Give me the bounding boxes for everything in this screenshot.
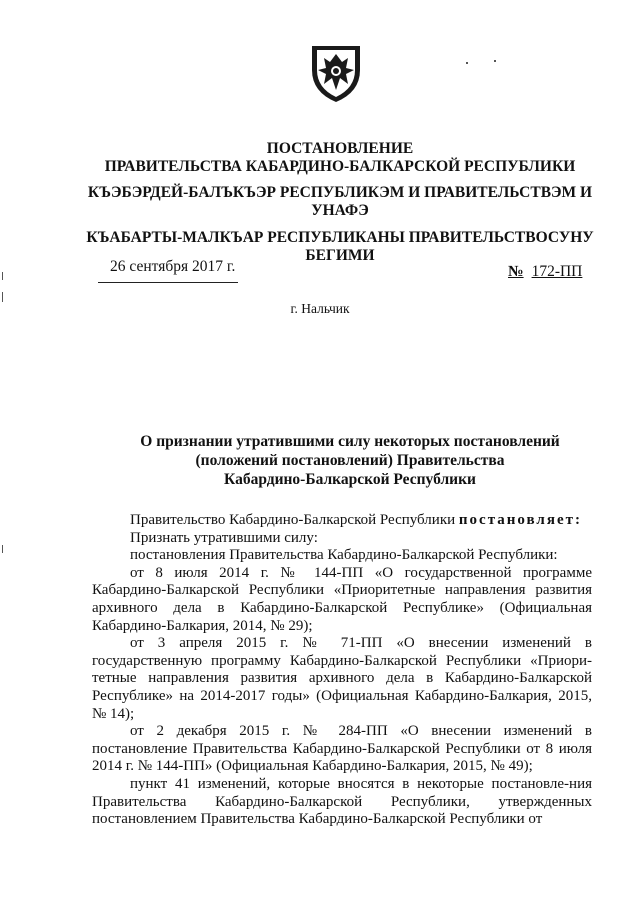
issuer-title-kabardian-line2: УНАФЭ [311,202,369,219]
coat-of-arms-icon [308,40,364,104]
issuer-title-kabardian-line1: КЪЭБЭРДЕЙ-БАЛЪКЪЭР РЕСПУБЛИКЭМ И ПРАВИТЕЛЬСТВЭМ И [87,184,593,201]
issuer-title-balkar-line2: БЕГИМИ [305,247,375,264]
decree-subject [80,432,620,489]
decree-date: 26 сентября 2017 г. [110,258,236,275]
decree-number-block [508,263,582,281]
body-paragraph: от 3 апреля 2015 г. № 71-ПП «О внесении изменений в государственную программу Кабардино-Балкарской Республики «Приори-тетные направления развития архивного дела в Кабардино-Балкарской Республике» на 2014-2017 годы» (Официальная Кабардино-Балкария, 2015, № 14); [92,635,592,722]
date-underline [98,282,238,283]
issuer-title-balkar-line1: КЪАБАРТЫ-МАЛКЪАР РЕСПУБЛИКАНЫ ПРАВИТЕЛЬСТВОСУНУ [86,229,594,246]
scan-artifact [2,272,3,280]
number-sign: № [508,263,524,280]
subject-line-3: Кабардино-Балкарской Республики [224,471,476,488]
body-paragraph: от 8 июля 2014 г. № 144-ПП «О государственной программе Кабардино-Балкарской Республики «Приоритетные направления развития архивного дела в Кабардино-Балкарской Республике» (Официальная Кабардино-Балкария, 2014, № 29); [92,564,592,634]
decree-keyword: постановляет: [458,512,582,528]
body-intro: Правительство Кабардино-Балкарской Республики [130,512,459,528]
body-paragraph: Признать утратившими силу: [130,529,318,546]
scan-artifact [494,60,496,62]
issuer-title: ПРАВИТЕЛЬСТВА КАБАРДИНО-БАЛКАРСКОЙ РЕСПУБЛИКИ [104,158,576,175]
decree-body [92,512,592,829]
body-paragraph: постановления Правительства Кабардино-Балкарской Республики: [130,547,558,564]
body-paragraph: от 2 декабря 2015 г. № 284-ПП «О внесении изменений в постановление Правительства Кабардино-Балкарской Республики от 8 июля 2014 г. № 144-ПП» (Официальная Кабардино-Балкария, 2015, № 49); [92,723,592,775]
subject-line-1: О признании утратившими силу некоторых постановлений [140,433,560,450]
scan-artifact [2,292,3,302]
body-paragraph [92,512,592,530]
scan-artifact [466,62,468,64]
subject-line-2: (положений постановлений) Правительства [195,452,505,469]
decree-number: 172-ПП [531,263,583,280]
body-paragraph: пункт 41 изменений, которые вносятся в некоторые постановле-ния Правительства Кабардино-Балкарской Республики, утвержденных постановлением Правительства Кабардино-Балкарской Республики от [92,775,592,828]
place-of-issue: г. Нальчик [290,301,350,316]
scan-artifact [2,545,3,553]
doc-type-title: ПОСТАНОВЛЕНИЕ [266,140,414,157]
